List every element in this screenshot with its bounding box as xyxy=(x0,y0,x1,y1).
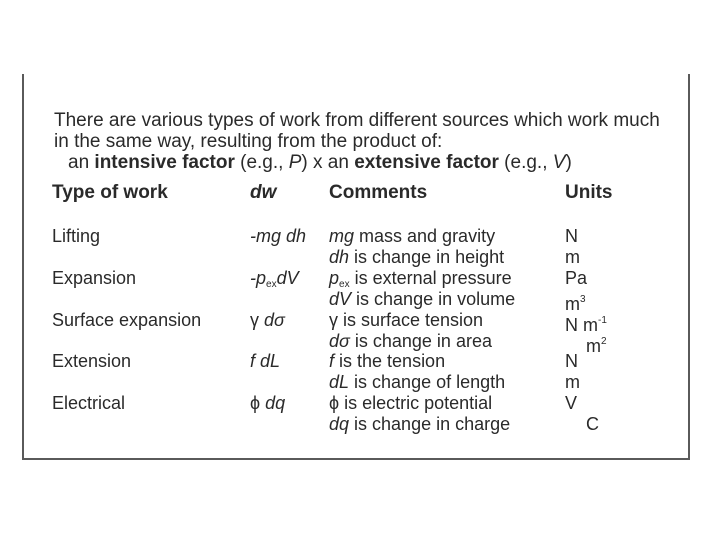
intro-prefix: an xyxy=(68,152,95,173)
row-expansion-unit-1: Pa xyxy=(565,268,588,288)
header-units: Units xyxy=(565,182,613,203)
row-lifting-comment-1-sym: mg xyxy=(329,226,355,246)
row-extension-comment-2-sym: dL xyxy=(329,372,350,392)
row-electrical-dw-sym: ϕ xyxy=(250,393,261,413)
row-electrical-comment-1-text: is electric potential xyxy=(339,393,493,413)
row-expansion-unit-2-base: m xyxy=(565,294,580,314)
intro-line-3 xyxy=(68,152,572,173)
header-dw xyxy=(250,182,276,204)
row-lifting-unit-1: N xyxy=(565,226,578,246)
row-expansion-comment-1-sub: ex xyxy=(339,279,350,290)
row-electrical-comment-1 xyxy=(329,393,492,414)
row-electrical-comment-2 xyxy=(329,414,510,435)
row-expansion-dw-sub: ex xyxy=(266,279,277,290)
row-lifting-comment-1 xyxy=(329,226,495,247)
row-surface-unit-2-base: m xyxy=(586,336,601,356)
row-expansion-type: Expansion xyxy=(52,268,137,288)
row-surface-unit-2-sup: 2 xyxy=(601,336,607,347)
intro-mid-c: (e.g., xyxy=(498,152,553,173)
row-lifting-comment-2-sym: dh xyxy=(329,247,350,267)
slide-panel xyxy=(22,74,690,460)
row-lifting-dw-text: -mg dh xyxy=(250,226,307,246)
header-type: Type of work xyxy=(52,182,168,203)
extensive-symbol: V xyxy=(552,152,566,173)
row-lifting-unit-2: m xyxy=(565,247,580,267)
row-surface-comment-1-text: is surface tension xyxy=(338,310,484,330)
row-electrical-comment-1-sym: ϕ xyxy=(329,393,340,413)
intensive-symbol: P xyxy=(288,152,302,173)
header-dw-text: dw xyxy=(250,182,277,203)
row-lifting-type: Lifting xyxy=(52,226,101,246)
row-extension-comment-1 xyxy=(329,351,445,372)
row-extension-unit-1: N xyxy=(565,351,578,371)
intensive-term: intensive factor xyxy=(94,152,235,173)
row-surface-comment-2-sym: dσ xyxy=(329,331,350,351)
row-surface-comment-1-sym: γ xyxy=(329,310,338,330)
header-comments: Comments xyxy=(329,182,428,203)
intro-suffix: ) xyxy=(565,152,572,173)
row-electrical-type: Electrical xyxy=(52,393,126,413)
row-expansion-dw-prefix: -p xyxy=(250,268,267,288)
row-extension-comment-2-text: is change of length xyxy=(349,372,506,392)
row-lifting-dw xyxy=(250,226,306,247)
intro-line-1: There are various types of work from different sources which work much xyxy=(54,110,660,131)
row-expansion-unit-2-sup: 3 xyxy=(580,294,586,305)
row-expansion-comment-2-text: is change in volume xyxy=(351,289,516,309)
row-surface-dw xyxy=(250,310,285,331)
row-electrical-dw-rest: dq xyxy=(260,393,286,413)
row-surface-comment-2-text: is change in area xyxy=(349,331,492,351)
row-expansion-comment-2 xyxy=(329,289,515,310)
row-expansion-dw xyxy=(250,268,299,295)
extensive-term: extensive factor xyxy=(354,152,499,173)
row-electrical-unit-2: C xyxy=(586,414,599,434)
row-lifting-comment-2 xyxy=(329,247,504,268)
row-extension-type: Extension xyxy=(52,351,132,371)
row-electrical-comment-2-sym: dq xyxy=(329,414,350,434)
row-extension-unit-2: m xyxy=(565,372,580,392)
row-expansion-comment-1-sym: p xyxy=(329,268,340,288)
row-surface-comment-2 xyxy=(329,331,492,352)
row-extension-dw-text: f dL xyxy=(250,351,281,371)
row-electrical-unit-1: V xyxy=(565,393,578,413)
row-surface-comment-1 xyxy=(329,310,483,331)
row-expansion-dw-suffix: dV xyxy=(276,268,299,288)
row-surface-dw-rest: dσ xyxy=(259,310,285,330)
row-surface-dw-sym: γ xyxy=(250,310,259,330)
row-expansion-comment-2-sym: dV xyxy=(329,289,352,309)
row-lifting-comment-2-text: is change in height xyxy=(349,247,505,267)
intro-line-2: in the same way, resulting from the product of: xyxy=(54,131,443,152)
row-electrical-comment-2-text: is change in charge xyxy=(349,414,511,434)
row-surface-unit-2 xyxy=(586,331,607,357)
intro-mid-b: ) x an xyxy=(301,152,355,173)
row-lifting-comment-1-text: mass and gravity xyxy=(354,226,496,246)
intro-mid-a: (e.g., xyxy=(234,152,289,173)
row-extension-comment-1-sym: f xyxy=(329,351,335,371)
row-surface-type: Surface expansion xyxy=(52,310,202,330)
row-surface-unit-1-sup: -1 xyxy=(598,315,607,326)
row-extension-dw xyxy=(250,351,280,372)
row-extension-comment-2 xyxy=(329,372,505,393)
row-expansion-comment-1-text: is external pressure xyxy=(349,268,512,288)
row-surface-unit-1-base: N m xyxy=(565,315,598,335)
row-electrical-dw xyxy=(250,393,285,414)
row-extension-comment-1-text: is the tension xyxy=(334,351,446,371)
